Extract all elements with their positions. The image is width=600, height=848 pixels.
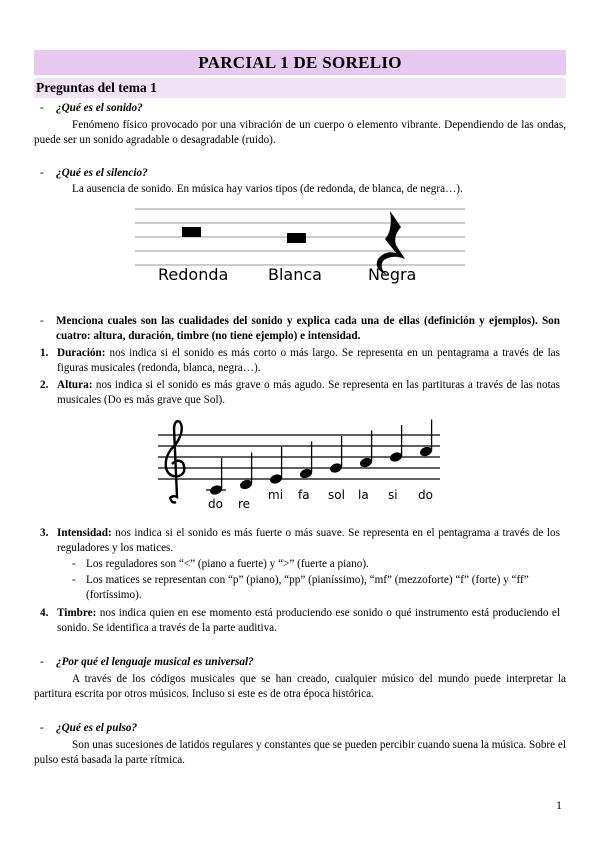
note-label: sol: [328, 488, 345, 502]
intensity-dynamics: - Los matices se representan con “p” (piano), “pp” (pianíssimo), “mf” (mezzoforte) “f” (forte) y “ff” (fortíssimo).: [72, 574, 529, 601]
answer-pulse: Son unas sucesiones de latidos regulares y constantes que se pueden percibir cuando suena la música. Sobre el pulso está basada la parte rítmica.: [34, 739, 566, 766]
question-universal-language: - ¿Por qué el lenguaje musical es universal?: [40, 656, 254, 668]
answer-universal-language: A través de los códigos musicales que se han creado, cualquier músico del mundo puede interpretar la partitura escrita por otros músicos. Incluso si este es de otra época histórica.: [34, 673, 566, 700]
question-silence: - ¿Qué es el silencio?: [40, 167, 148, 179]
treble-clef-icon: [166, 421, 185, 502]
note-label: do: [418, 488, 433, 502]
quality-item-pitch: 2. Altura: nos indica si el sonido es más grave o más agudo. Se representa en las partituras a través de las notas musicales (Do es más grave que Sol).: [40, 379, 560, 406]
question-qualities: - Menciona cuales son las cualidades del sonido y explica cada una de ellas (definición y ejemplos). Son cuatro: altura, duración, timbre (no tiene ejemplo) e intensidad.: [40, 315, 560, 342]
page-number: 1: [556, 798, 562, 812]
rest-label-blanca: Blanca: [268, 265, 322, 284]
section-subtitle: [34, 78, 566, 98]
scale-staff-figure: [158, 418, 440, 508]
question-pulse: - ¿Qué es el pulso?: [40, 722, 138, 734]
intensity-regulators: - Los reguladores son “<” (piano a fuerte) y “>” (fuerte a piano).: [72, 558, 369, 570]
note-label: la: [358, 488, 369, 502]
quality-item-duration: 1. Duración: nos indica si el sonido es más corto o más largo. Se representa en un pentagrama a través de las figuras musicales (redonda, blanca, negra…).: [40, 347, 560, 374]
subtitle-text: Preguntas del tema 1: [36, 80, 157, 95]
half-rest-icon: [287, 233, 306, 243]
note-label: mi: [268, 488, 284, 502]
note-label: do: [208, 497, 223, 508]
answer-silence: La ausencia de sonido. En música hay varios tipos (de redonda, de blanca, de negra…).: [72, 183, 463, 195]
rests-staff-figure: [135, 205, 465, 287]
note-label: re: [238, 497, 251, 508]
question-sound: - ¿Qué es el sonido?: [40, 102, 143, 114]
page-title: PARCIAL 1 DE SORELIO: [34, 50, 566, 75]
scale-notes: [206, 420, 433, 509]
note-label: fa: [298, 488, 310, 502]
answer-sound: Fenómeno físico provocado por una vibración de un cuerpo o elemento vibrante. Dependiendo de las ondas, puede ser un sonido agradable o desagradable (ruido).: [34, 119, 566, 146]
quality-item-timbre: 4. Timbre: nos indica quien en ese momento está produciendo ese sonido o qué instrumento está produciendo el sonido. Se identifica a través de la parte auditiva.: [40, 607, 560, 634]
quality-item-intensity: 3. Intensidad: nos indica si el sonido es más fuerte o más suave. Se representa en el pentagrama a través de los reguladores y los matices.: [40, 527, 560, 554]
whole-rest-icon: [182, 227, 201, 237]
note-label: si: [388, 488, 398, 502]
rest-label-negra: Negra: [368, 265, 417, 284]
rest-label-redonda: Redonda: [158, 265, 229, 284]
